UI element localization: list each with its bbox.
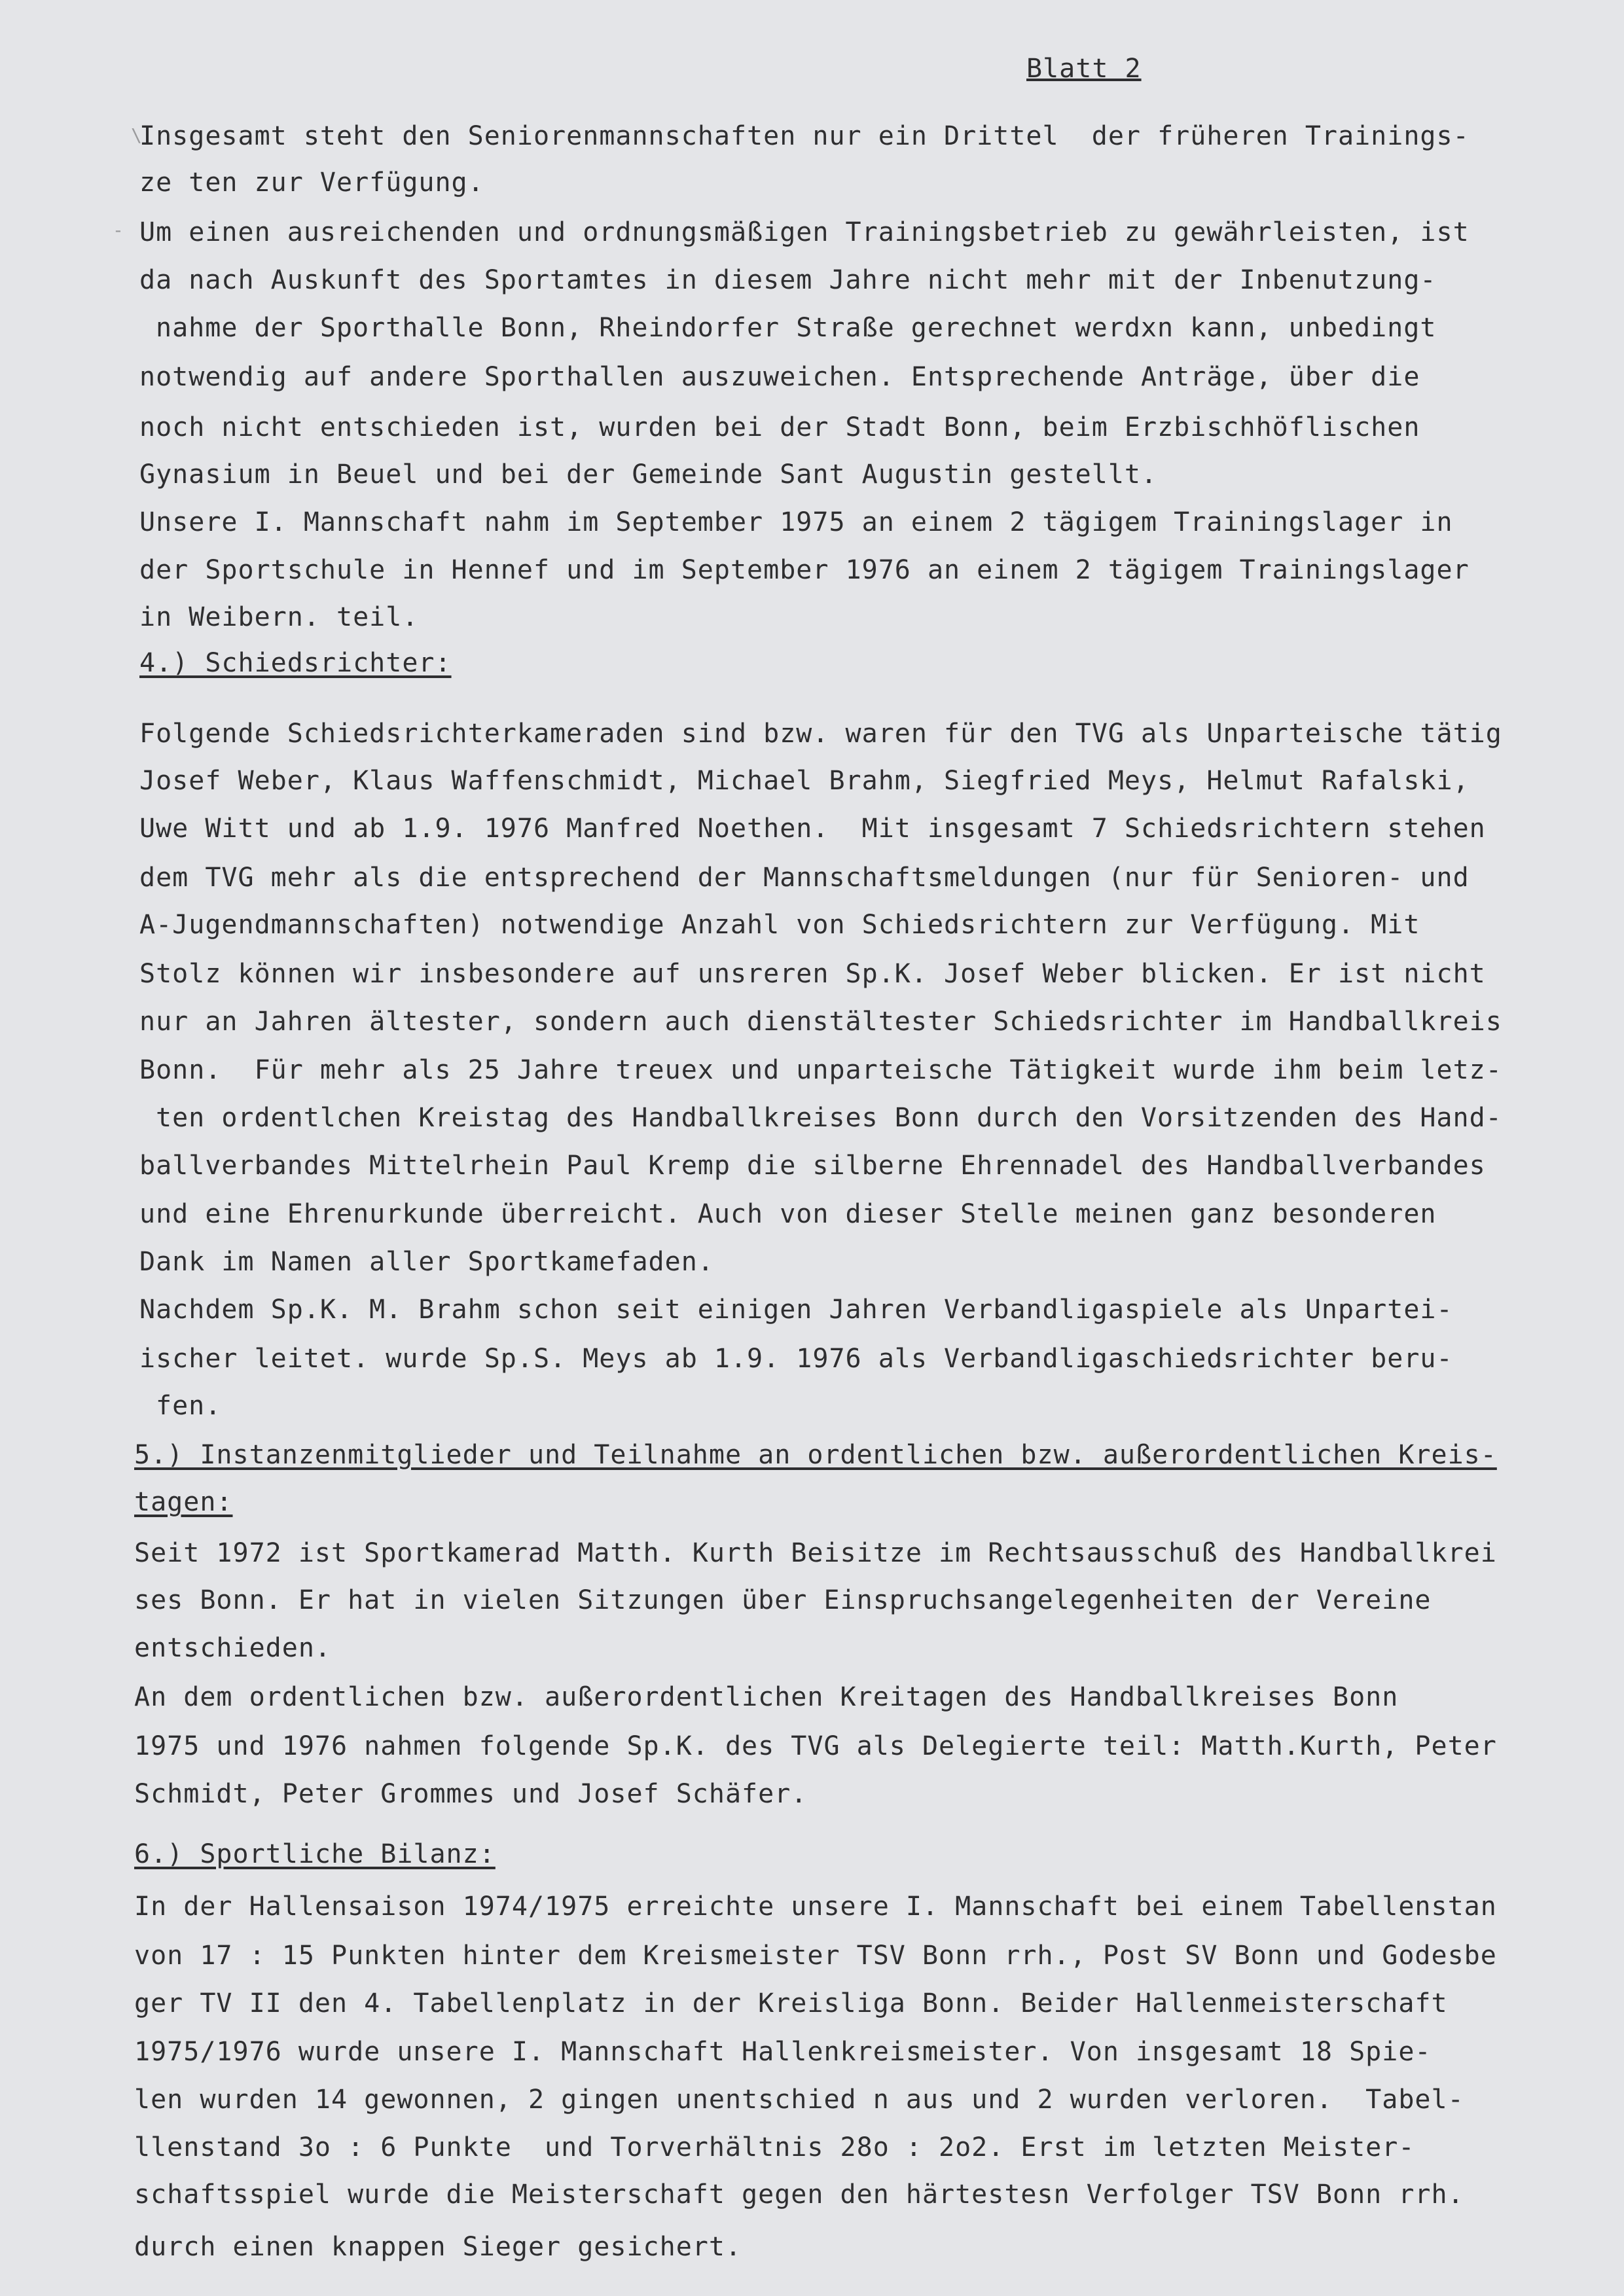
- text-line: notwendig auf andere Sporthallen auszuweichen. Entsprechende Anträge, über die: [139, 362, 1420, 392]
- text-line: dem TVG mehr als die entsprechend der Mannschaftsmeldungen (nur für Senioren- und: [139, 863, 1470, 893]
- text-line: der Sportschule in Hennef und im September 1976 an einem 2 tägigem Trainingslager: [139, 555, 1470, 585]
- text-line: Uwe Witt und ab 1.9. 1976 Manfred Noethen. Mit insgesamt 7 Schiedsrichtern stehen: [139, 814, 1486, 844]
- page-number: Blatt 2: [1026, 54, 1142, 84]
- text-line: ze ten zur Verfügung.: [139, 168, 484, 198]
- text-line: llenstand 3o : 6 Punkte und Torverhältnis 28o : 2o2. Erst im letzten Meister-: [134, 2132, 1415, 2162]
- text-line: Insgesamt steht den Seniorenmannschaften nur ein Drittel der früheren Trainings-: [139, 121, 1470, 151]
- section-heading-instanzenmitglieder: 5.) Instanzenmitglieder und Teilnahme an ordentlichen bzw. außerordentlichen Kreis-: [134, 1440, 1497, 1470]
- text-line: und eine Ehrenurkunde überreicht. Auch von dieser Stelle meinen ganz besonderen: [139, 1199, 1437, 1229]
- text-line: In der Hallensaison 1974/1975 erreichte unsere I. Mannschaft bei einem Tabellenstan: [134, 1892, 1497, 1922]
- text-line: Gynasium in Beuel und bei der Gemeinde Sant Augustin gestellt.: [139, 459, 1158, 490]
- text-line: in Weibern. teil.: [139, 602, 419, 632]
- text-line: Schmidt, Peter Grommes und Josef Schäfer.: [134, 1779, 808, 1809]
- text-line: Um einen ausreichenden und ordnungsmäßigen Trainingsbetrieb zu gewährleisten, ist: [139, 217, 1470, 247]
- text-line: 1975 und 1976 nahmen folgende Sp.K. des TVG als Delegierte teil: Matth.Kurth, Peter: [134, 1731, 1497, 1761]
- text-line: durch einen knappen Sieger gesichert.: [134, 2232, 742, 2262]
- text-line: ballverbandes Mittelrhein Paul Kremp die silberne Ehrennadel des Handballverbandes: [139, 1151, 1486, 1181]
- text-line: fen.: [156, 1391, 222, 1421]
- text-line: ten ordentlchen Kreistag des Handballkreises Bonn durch den Vorsitzenden des Hand-: [156, 1103, 1502, 1133]
- section-heading-sportliche-bilanz: 6.) Sportliche Bilanz:: [134, 1839, 496, 1869]
- text-line: A-Jugendmannschaften) notwendige Anzahl von Schiedsrichtern zur Verfügung. Mit: [139, 910, 1420, 940]
- text-line: Nachdem Sp.K. M. Brahm schon seit einigen Jahren Verbandligaspiele als Unpartei-: [139, 1295, 1453, 1325]
- text-line: Dank im Namen aller Sportkamefaden.: [139, 1247, 714, 1277]
- text-line: ger TV II den 4. Tabellenplatz in der Kreisliga Bonn. Beider Hallenmeisterschaft: [134, 1988, 1448, 2018]
- text-line: 1975/1976 wurde unsere I. Mannschaft Hallenkreismeister. Von insgesamt 18 Spie-: [134, 2037, 1432, 2067]
- text-line: Stolz können wir insbesondere auf unsreren Sp.K. Josef Weber blicken. Er ist nicht: [139, 959, 1486, 989]
- text-line: da nach Auskunft des Sportamtes in diesem Jahre nicht mehr mit der Inbenutzung-: [139, 265, 1437, 295]
- margin-mark: -: [113, 219, 124, 241]
- text-line: entschieden.: [134, 1633, 331, 1663]
- text-line: An dem ordentlichen bzw. außerordentlichen Kreitagen des Handballkreises Bonn: [134, 1682, 1399, 1712]
- text-line: noch nicht entschieden ist, wurden bei der Stadt Bonn, beim Erzbischhöflischen: [139, 412, 1420, 442]
- text-line: ischer leitet. wurde Sp.S. Meys ab 1.9. 1976 als Verbandligaschiedsrichter beru-: [139, 1344, 1453, 1374]
- text-line: schaftsspiel wurde die Meisterschaft gegen den härtestesn Verfolger TSV Bonn rrh.: [134, 2179, 1464, 2210]
- section-heading-schiedsrichter: 4.) Schiedsrichter:: [139, 648, 452, 678]
- margin-mark: \: [131, 124, 142, 146]
- text-line: Josef Weber, Klaus Waffenschmidt, Michael Brahm, Siegfried Meys, Helmut Rafalski,: [139, 766, 1470, 796]
- text-line: len wurden 14 gewonnen, 2 gingen unentschied n aus und 2 wurden verloren. Tabel-: [134, 2085, 1464, 2115]
- text-line: Bonn. Für mehr als 25 Jahre treuex und unparteische Tätigkeit wurde ihm beim letz-: [139, 1055, 1502, 1085]
- text-line: Unsere I. Mannschaft nahm im September 1975 an einem 2 tägigem Trainingslager in: [139, 507, 1453, 537]
- section-heading-continuation: tagen:: [134, 1487, 233, 1517]
- text-line: nahme der Sporthalle Bonn, Rheindorfer Straße gerechnet werdxn kann, unbedingt: [156, 313, 1437, 343]
- text-line: Seit 1972 ist Sportkamerad Matth. Kurth Beisitze im Rechtsausschuß des Handballkrei: [134, 1538, 1497, 1568]
- text-line: Folgende Schiedsrichterkameraden sind bzw. waren für den TVG als Unparteische tätig: [139, 719, 1502, 749]
- text-line: nur an Jahren ältester, sondern auch dienstältester Schiedsrichter im Handballkreis: [139, 1007, 1502, 1037]
- text-line: von 17 : 15 Punkten hinter dem Kreismeister TSV Bonn rrh., Post SV Bonn und Godesbe: [134, 1941, 1497, 1971]
- text-line: ses Bonn. Er hat in vielen Sitzungen über Einspruchsangelegenheiten der Vereine: [134, 1585, 1432, 1615]
